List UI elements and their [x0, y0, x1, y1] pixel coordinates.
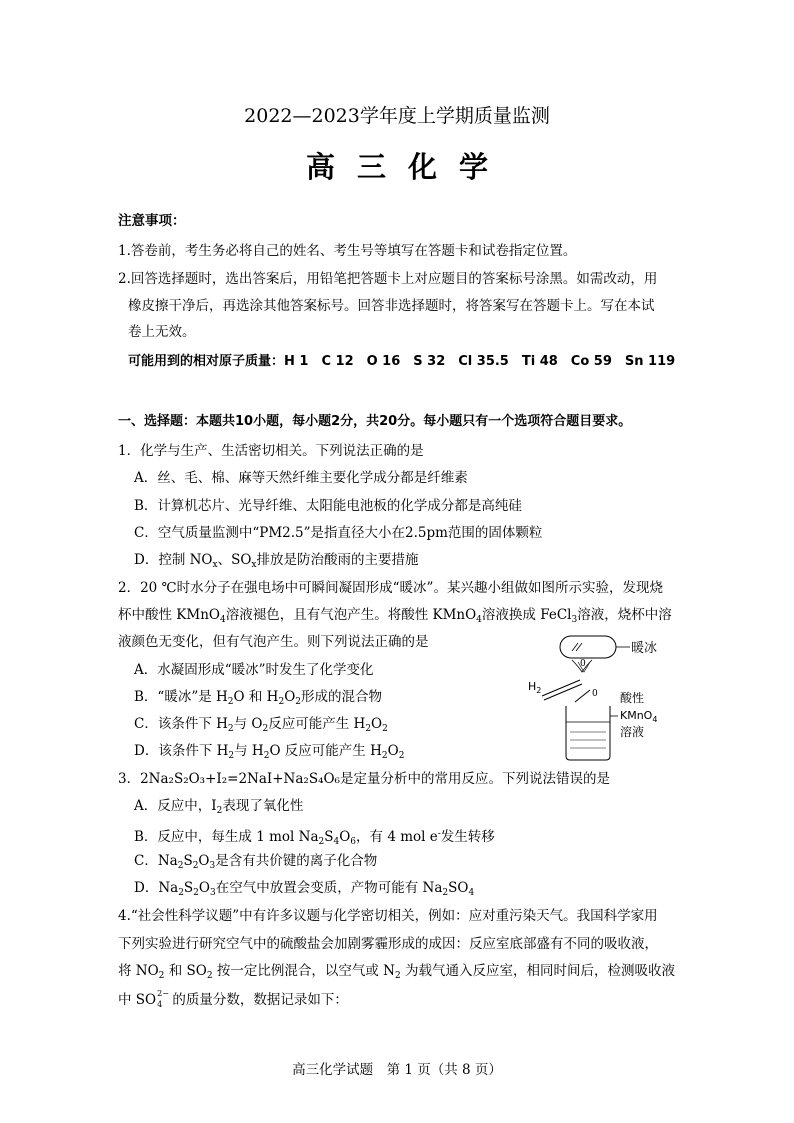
q3-option-b: B．反应中，每生成 1 mol $Na_2S_4O_6$，有 4 mol e-发生转移 — [134, 829, 495, 847]
q1-option-c: C．空气质量监测中“PM2.5”是指直径大小在2.5pm范围的固体颗粒 — [134, 525, 543, 541]
fig-label-zero-2: 0 — [592, 689, 598, 699]
h2-tube — [542, 680, 580, 696]
q2-stem-line-3: 液颜色无变化，但有气泡产生。则下列说法正确的是 — [118, 634, 429, 650]
q2-option-b: B．“暖冰”是 $H_2O$ 和 $H_2O_2$形成的混合物 — [134, 689, 383, 707]
fig-label-ice: 暖冰 — [631, 641, 658, 656]
notice-item-2-line-3: 卷上无效。 — [128, 324, 196, 340]
exam-title: 2022—2023学年度上学期质量监测 — [244, 105, 550, 127]
q4-stem-line-2: 下列实验进行研究空气中的硫酸盐会加剧雾霾形成的成因：反应室底部盛有不同的吸收液， — [118, 936, 658, 952]
notice-item-2-line-2: 橡皮擦干净后，再选涂其他答案标号。回答非选择题时，将答案写在答题卡上。写在本试 — [128, 298, 655, 314]
subject-title: 高三化学 — [305, 150, 510, 184]
q1-option-a: A．丝、毛、棉、麻等天然纤维主要化学成分都是纤维素 — [134, 470, 468, 486]
q2-option-d: D．该条件下 $H_2$与 $H_2O$ 反应可能产生 $H_2O_2$ — [134, 743, 405, 761]
q2-option-a: A．水凝固形成“暖冰”时发生了化学变化 — [134, 662, 374, 678]
q2-apparatus-figure — [520, 632, 690, 762]
fig-label-zero-1: 0 — [580, 659, 586, 669]
q1-option-d: D．控制 $NO_x$、$SO_x$排放是防治酸雨的主要措施 — [134, 552, 419, 570]
notice-item-2-line-1: 2.回答选择题时，选出答案后，用铅笔把答题卡上对应题目的答案标号涂黑。如需改动，用 — [118, 271, 658, 287]
q4-stem-line-1: 4.“社会性科学议题”中有许多议题与化学密切相关，例如：应对重污染天气。我国科学家用 — [118, 908, 658, 924]
beaker — [566, 706, 610, 760]
fig-label-acid: 酸性 — [620, 691, 645, 705]
q3-stem: 3．2Na₂S₂O₃+I₂=2NaI+Na₂S₄O₆是定量分析中的常用反应。下列说法错误的是 — [118, 771, 610, 787]
atomic-masses: 可能用到的相对原子质量：H 1 C 12 O 16 S 32 Cl 35.5 Ti 48 Co 59 Sn 119 — [128, 354, 676, 369]
ice-plate — [560, 636, 616, 658]
fig-label-h2: $H_2$ — [528, 680, 542, 695]
q4-stem-line-4: 中 SO 2− 4 的质量分数，数据记录如下： — [118, 989, 348, 1009]
fig-label-solution: 溶液 — [620, 725, 645, 739]
q3-option-c: C．$Na_2S_2O_3$是含有共价键的离子化合物 — [134, 853, 378, 871]
q3-option-d: D．$Na_2S_2O_3$在空气中放置会变质，产物可能有 $Na_2SO_4$ — [134, 880, 475, 898]
q3-option-a: A．反应中，$I_2$表现了氧化性 — [134, 798, 304, 816]
q4-stem-line-3: 将 $NO_2$ 和 $SO_2$ 按一定比例混合，以空气或 $N_2$ 为载气通入反应室，相同时间后，检测吸收液 — [118, 963, 675, 981]
q2-option-c: C．该条件下 $H_2$与 $O_2$反应可能产生 $H_2O_2$ — [134, 716, 388, 734]
q2-stem-line-1: 2．20 ℃时水分子在强电场中可瞬间凝固形成“暖冰”。某兴趣小组做如图所示实验，发现烧 — [118, 580, 663, 596]
q1-stem: 1．化学与生产、生活密切相关。下列说法正确的是 — [118, 443, 424, 459]
h2-tube-wall — [544, 684, 582, 700]
fig-label-kmno4: KMnO$_4$ — [620, 709, 658, 724]
page-footer: 高三化学试题 第 1 页（共 8 页） — [292, 1062, 502, 1078]
notice-item-1: 1.答卷前，考生务必将自己的姓名、考生号等填写在答题卡和试卷指定位置。 — [118, 243, 577, 259]
section-1-heading: 一、选择题：本题共10小题，每小题2分，共20分。每小题只有一个选项符合题目要求。 — [118, 414, 632, 429]
electrode-rod — [575, 690, 590, 702]
notice-heading: 注意事项： — [118, 213, 186, 229]
q1-option-b: B．计算机芯片、光导纤维、太阳能电池板的化学成分都是高纯硅 — [134, 498, 522, 514]
q2-stem-line-2: 杯中酸性 KMnO$_4$溶液褪色，且有气泡产生。将酸性 KMnO$_4$溶液换成 FeCl$_3$溶液，烧杯中溶 — [118, 607, 672, 625]
